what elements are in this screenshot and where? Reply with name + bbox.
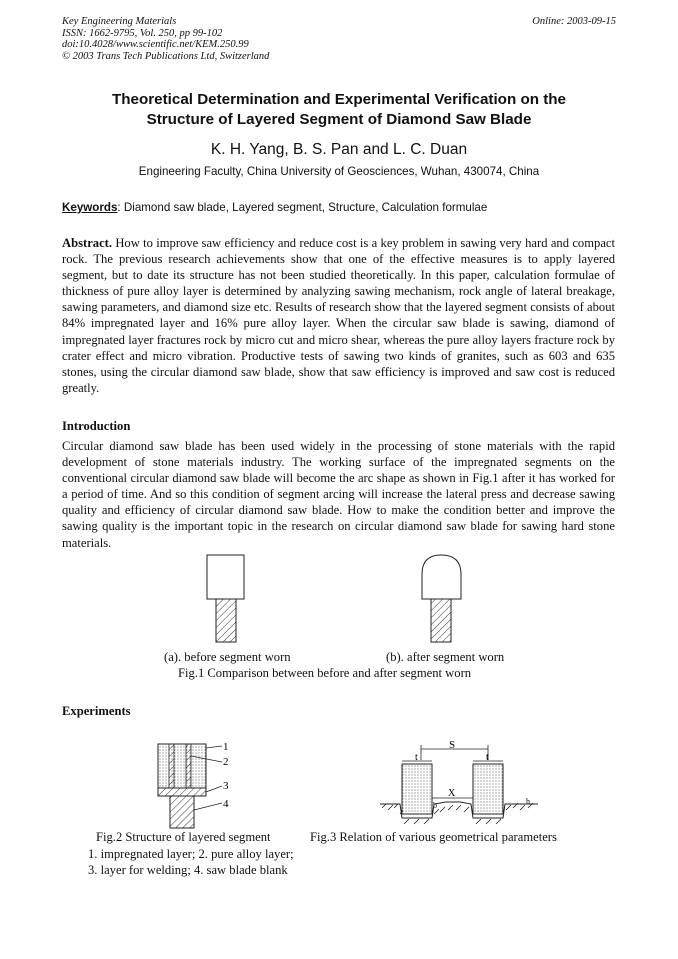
figure-3-drawing — [378, 738, 558, 828]
figure-1-drawing — [150, 552, 530, 652]
keywords-label: Keywords — [62, 201, 118, 214]
issn-line: ISSN: 1662-9795, Vol. 250, pp 99-102 — [62, 27, 223, 39]
fig2-label-4: 4 — [223, 798, 229, 810]
fig3-label-s: S — [449, 739, 456, 751]
fig2-label-2: 2 — [223, 756, 229, 768]
title-line-1: Theoretical Determination and Experimental Verification on the — [111, 91, 567, 108]
fig1b-blank — [431, 599, 451, 642]
fig2-blade-blank — [170, 796, 194, 828]
doi-line: doi:10.4028/www.scientific.net/KEM.250.99 — [62, 39, 249, 51]
paper-title — [62, 90, 616, 130]
fig2-note-2: 3. layer for welding; 4. saw blade blank — [88, 863, 288, 877]
abstract-label: Abstract. — [62, 236, 113, 250]
fig2-label-3: 3 — [223, 780, 229, 792]
figure-2-drawing — [150, 740, 250, 830]
fig3-label-t-left: t — [415, 752, 418, 763]
fig1-subcaption-a: (a). before segment worn — [164, 650, 291, 664]
fig2-segment — [158, 744, 206, 788]
online-date: Online: 2003-09-15 — [532, 16, 616, 27]
fig1a-blank — [216, 599, 236, 642]
fig3-segment-left — [402, 764, 432, 814]
fig2-label-1: 1 — [223, 741, 229, 753]
fig1a-segment — [207, 555, 244, 599]
abstract-text: How to improve saw efficiency and reduce cost is a key problem in sawing very hard and compact rock. The previous research achievements show that one of the effective measures is to apply layered segment, but to date its structure has not been studied theoretically. In this paper, calculation formulae of thickness of pure alloy layer is determined by analyzing sawing mechanism, rock angle of lateral breakage, sawing parameters, and diamond size etc. Results of research show that the layered segment consists of about 84% impregnated layer and 16% pure alloy layer. When the circular saw blade is sawing, diamond of impregnated layer fractures rock by micro cut and micro shear, whereas the pure alloy layers fracture rock by crater effect and micro vibration. Productive tests of sawing two kinds of granites, such as 603 and 635 stones, using the circular diamond saw blade, show that saw efficiency is improved and saw cost is reduced greatly. — [62, 236, 615, 395]
fig3-label-b: b — [433, 801, 437, 810]
fig3-label-x: X — [448, 788, 456, 799]
fig2-alloy-layer-right — [186, 744, 191, 788]
fig2-alloy-layer-left — [169, 744, 174, 788]
fig3-label-h: h — [526, 797, 530, 806]
journal-header — [62, 16, 269, 62]
fig1-subcaption-b: (b). after segment worn — [386, 650, 505, 664]
introduction-text: Circular diamond saw blade has been used widely in the processing of stone materials with the rapid development of stone materials industry. The working surface of the impregnated segments on the conventional circular diamond saw blade will become the arc shape as shown in Fig.1 after it has worked for a period of time. And so this condition of segment arcing will increase the lateral press and decrease sawing quality and efficiency of circular diamond saw blade. How to make the condition better and improve the sawing quality is the important topic in the research on circular diamond saw blade for sawing hard stone materials. — [62, 439, 615, 550]
fig3-segment-right — [473, 764, 503, 814]
fig2-welding-layer — [158, 788, 206, 796]
fig2-note-1: 1. impregnated layer; 2. pure alloy layer; — [88, 847, 294, 861]
fig2-caption: Fig.2 Structure of layered segment — [96, 830, 271, 844]
abstract — [62, 235, 615, 396]
introduction-heading: Introduction — [62, 419, 131, 433]
fig1b-segment — [422, 555, 461, 599]
title-line-2: Structure of Layered Segment of Diamond Saw Blade — [146, 111, 532, 128]
journal-name: Key Engineering Materials — [62, 16, 177, 27]
experiments-heading: Experiments — [62, 704, 131, 718]
authors: K. H. Yang, B. S. Pan and L. C. Duan — [210, 141, 468, 158]
fig3-label-t-right: t — [486, 752, 489, 763]
copyright-line: © 2003 Trans Tech Publications Ltd, Switzerland — [62, 50, 270, 62]
fig1-caption: Fig.1 Comparison between before and after segment worn — [178, 666, 472, 680]
affiliation: Engineering Faculty, China University of Geosciences, Wuhan, 430074, China — [138, 165, 540, 178]
keywords — [62, 201, 616, 214]
keywords-text: : Diamond saw blade, Layered segment, Structure, Calculation formulae — [117, 201, 488, 214]
fig3-caption: Fig.3 Relation of various geometrical parameters — [310, 830, 557, 844]
